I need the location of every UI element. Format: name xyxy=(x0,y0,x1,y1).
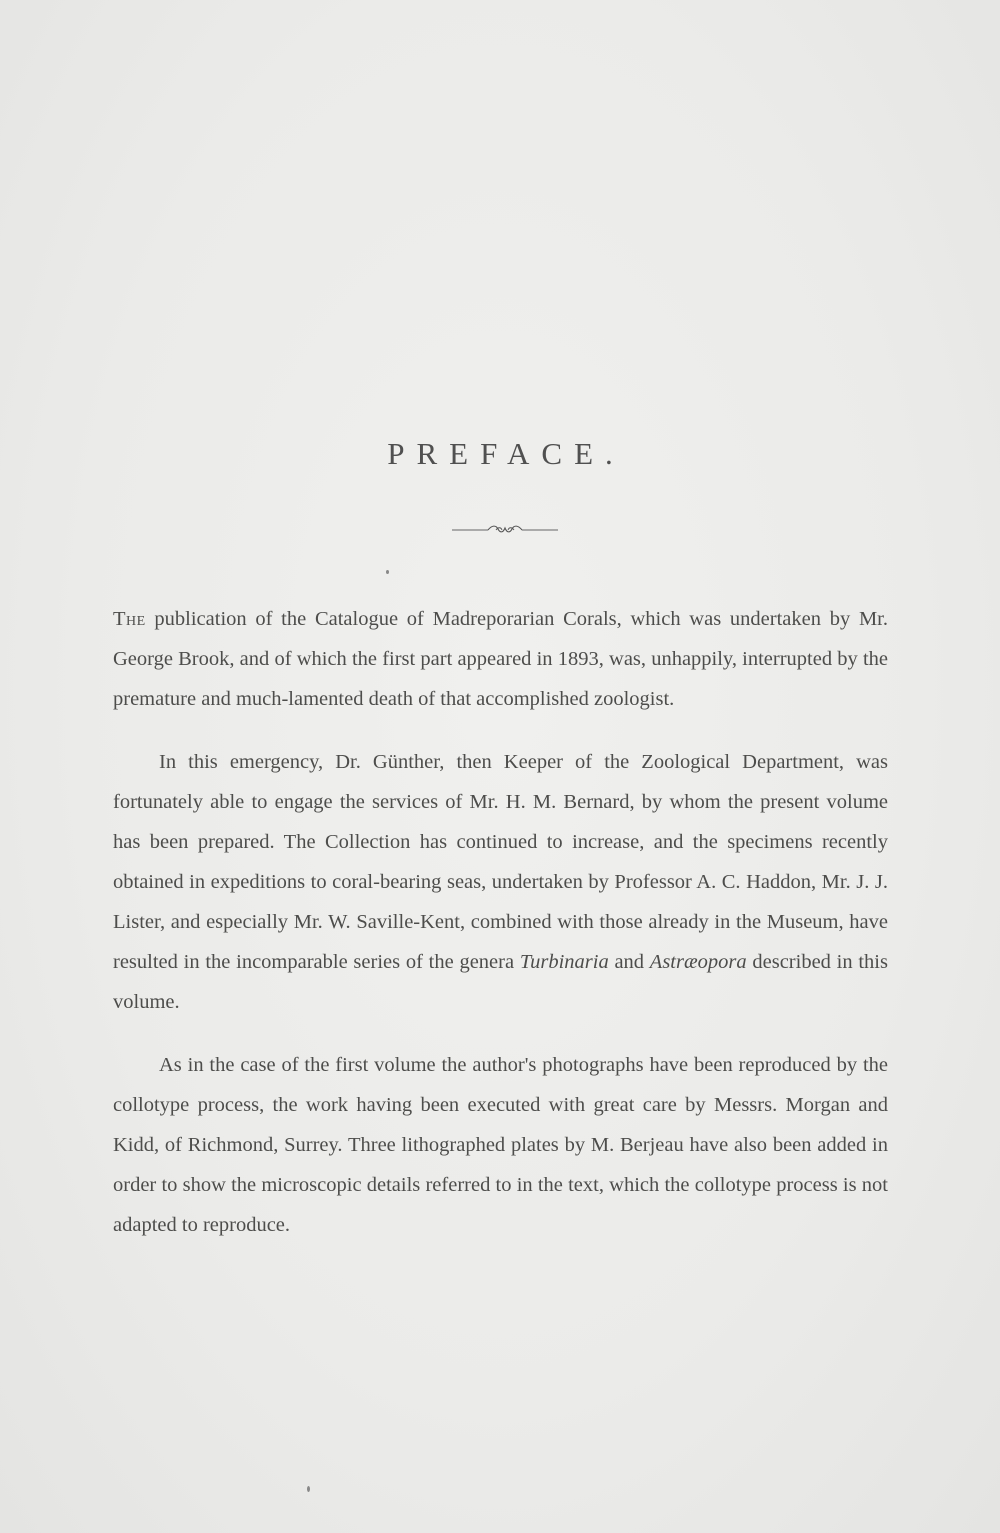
paragraph-text: As in the case of the first volume the author's photographs have been reproduced by the collotype process, the work having been executed with great care by Messrs. Morgan and Kidd, of Richmond, Surrey. Three lithographed plates by M. Berjeau have also been added in order to show the microscopic details referred to in the text, which the collotype process is not adapted to reproduce. xyxy=(113,1054,888,1236)
speck xyxy=(386,570,389,574)
speck xyxy=(307,1486,310,1492)
genus-name: Turbinaria xyxy=(519,951,609,973)
lead-word: The xyxy=(113,608,146,630)
paragraph-text: and xyxy=(608,951,650,973)
paragraph-2 xyxy=(113,742,888,1022)
paragraph-text: In this emergency, Dr. Günther, then Keeper of the Zoological Department, was fortunately able to engage the services of Mr. H. M. Bernard, by whom the present volume has been prepared. The Collection has continued to increase, and the specimens recently obtained in expeditions to coral-bearing seas, undertaken by Professor A. C. Haddon, Mr. J. J. Lister, and especially Mr. W. Saville-Kent, combined with those already in the Museum, have resulted in the incomparable series of the genera xyxy=(113,751,888,973)
ornament-divider xyxy=(450,522,560,536)
genus-name: Astræopora xyxy=(649,951,747,973)
preface-body xyxy=(113,599,888,1268)
paragraph-1 xyxy=(113,599,888,719)
page-title: PREFACE. xyxy=(387,436,625,471)
paragraph-3 xyxy=(113,1045,888,1245)
paragraph-text: described in this volume. xyxy=(113,951,888,1013)
paragraph-text: publication of the Catalogue of Madreporarian Corals, which was undertaken by Mr. George Brook, and of which the first part appeared in 1893, was, unhappily, interrupted by the premature and much-lamented death of that accomplished zoologist. xyxy=(113,608,888,710)
